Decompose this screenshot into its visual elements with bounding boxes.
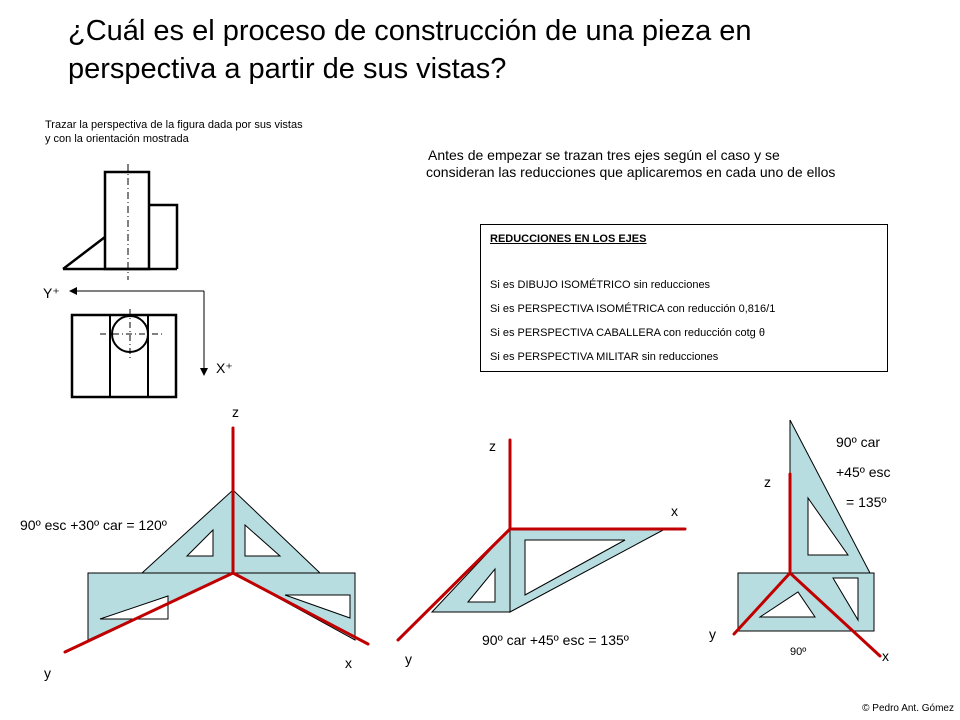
diagram-1-angle-label: 90º esc +30º car = 120º bbox=[20, 517, 167, 533]
reductions-header: REDUCCIONES EN LOS EJES bbox=[490, 233, 647, 245]
reduction-row-military: Si es PERSPECTIVA MILITAR sin reducciones bbox=[490, 351, 719, 363]
title-line-2: perspectiva a partir de sus vistas? bbox=[68, 53, 507, 85]
diagram-2-y-label: y bbox=[405, 651, 412, 667]
instruction-line-2: y con la orientación mostrada bbox=[45, 133, 189, 145]
copyright: © Pedro Ant. Gómez bbox=[862, 703, 954, 714]
diagram-3-angle-line-3: = 135º bbox=[846, 494, 887, 510]
diagram-3-squares bbox=[738, 420, 874, 631]
diagram-1-x-label: x bbox=[345, 655, 352, 671]
diagram-3-right-angle-label: 90º bbox=[790, 646, 807, 658]
diagram-1-square-45 bbox=[142, 490, 320, 573]
plan-outline bbox=[72, 315, 176, 397]
intro-line-2: consideran las reducciones que aplicaremos en cada uno de ellos bbox=[426, 164, 836, 180]
plan-view bbox=[72, 309, 176, 397]
diagram-2-z-label: z bbox=[489, 438, 496, 454]
diagram-1-square-30 bbox=[88, 573, 355, 640]
reduction-row-cavalier: Si es PERSPECTIVA CABALLERA con reducción cotg θ bbox=[490, 327, 765, 339]
plan-inner-lines bbox=[110, 315, 148, 397]
diagram-1-y-label: y bbox=[44, 665, 51, 681]
diagram-2-x-label: x bbox=[671, 503, 678, 519]
diagram-3-angle-line-1: 90º car bbox=[836, 434, 881, 450]
reduction-row-isometric-perspective: Si es PERSPECTIVA ISOMÉTRICA con reducción 0,816/1 bbox=[490, 303, 776, 315]
orientation-arrows bbox=[70, 291, 204, 375]
intro-line-1: Antes de empezar se trazan tres ejes según el caso y se bbox=[428, 147, 780, 163]
elevation-step bbox=[149, 205, 177, 269]
instruction-line-1: Trazar la perspectiva de la figura dada por sus vistas bbox=[45, 119, 303, 131]
elevation-view bbox=[63, 164, 177, 280]
diagram-1-z-label: z bbox=[232, 404, 239, 420]
reduction-row-isometric-drawing: Si es DIBUJO ISOMÉTRICO sin reducciones bbox=[490, 279, 711, 291]
diagram-2-hole-30 bbox=[525, 540, 625, 595]
diagram-3-angle-line-2: +45º esc bbox=[836, 464, 891, 480]
elevation-tall-block bbox=[105, 172, 149, 269]
diagram-3-z-label: z bbox=[764, 474, 771, 490]
diagram-3-y-label: y bbox=[709, 626, 716, 642]
view-y-label: Y⁺ bbox=[43, 285, 60, 301]
diagram-3-x-label: x bbox=[882, 648, 889, 664]
diagram-2-angle-label: 90º car +45º esc = 135º bbox=[482, 632, 629, 648]
view-x-label: X⁺ bbox=[216, 360, 233, 376]
elevation-chamfer bbox=[63, 237, 105, 269]
title-line-1: ¿Cuál es el proceso de construcción de una pieza en bbox=[68, 15, 752, 47]
